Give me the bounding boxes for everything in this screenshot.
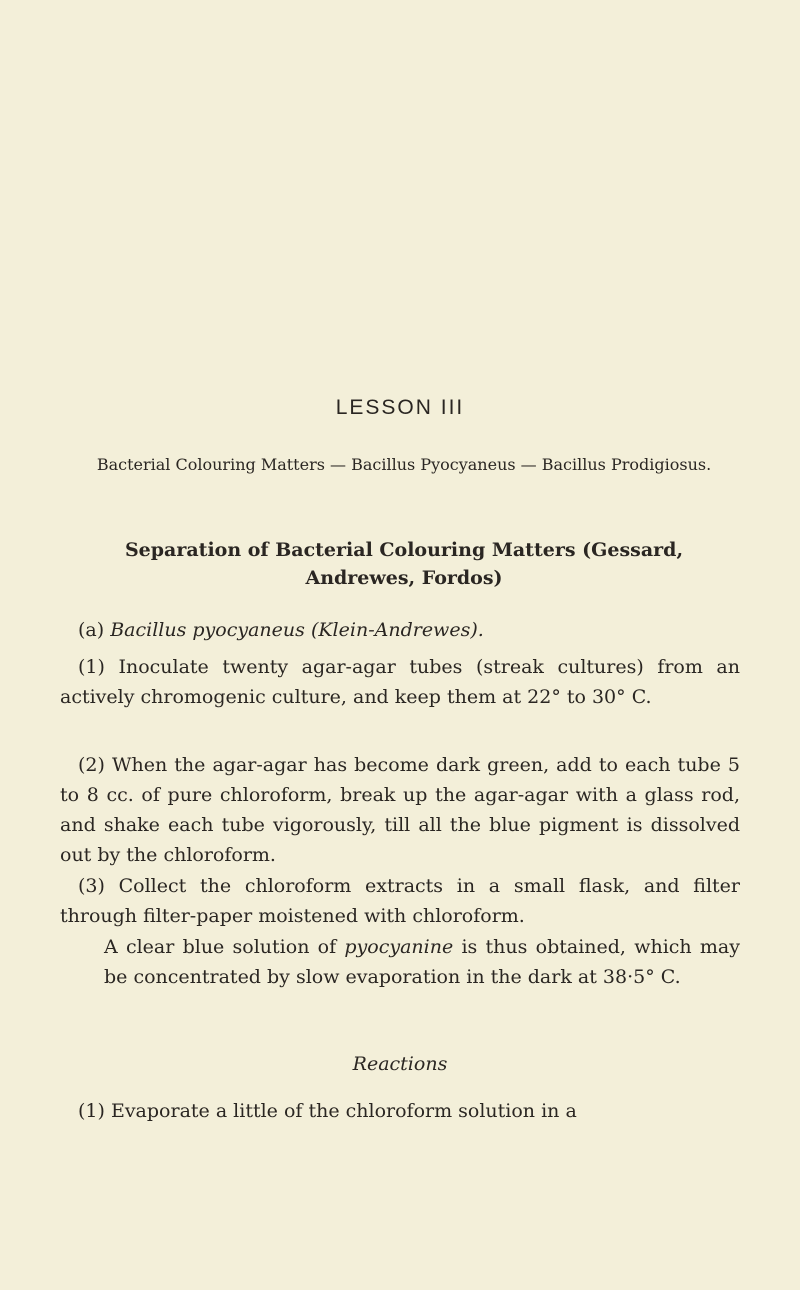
species-name: Bacillus pyocyaneus	[110, 619, 305, 641]
section-heading: Separation of Bacterial Colouring Matters (Gessard, Andrewes, Fordos)	[124, 539, 684, 589]
authors: (Klein-Andrewes).	[310, 619, 484, 641]
subsection-marker: (a)	[78, 619, 105, 641]
subsection-heading	[60, 615, 740, 645]
step-1: (1) Inoculate twenty agar-agar tubes (streak cultures) from an actively chromogenic culture, and keep them at 22° to 30° C.	[60, 656, 740, 708]
reactions-heading: Reactions	[352, 1053, 448, 1075]
lesson-title: LESSON III	[335, 396, 465, 419]
lesson-subtitle: Bacterial Colouring Matters — Bacillus Pyocyaneus — Bacillus Prodigiosus.	[96, 455, 712, 474]
note-text-after: is thus obtained, which may be concentrated by slow evaporation in the dark at 38·5° C.	[104, 936, 740, 988]
reaction-step-1: (1) Evaporate a little of the chloroform solution in a	[78, 1100, 577, 1122]
note-emphasis: pyocyanine	[344, 936, 454, 958]
note-text-before: A clear blue solution of	[104, 936, 345, 958]
step-3: (3) Collect the chloroform extracts in a small flask, and filter through filter-paper moistened with chloroform.	[60, 875, 740, 927]
result-note	[104, 932, 740, 992]
step-2: (2) When the agar-agar has become dark green, add to each tube 5 to 8 cc. of pure chloroform, break up the agar-agar with a glass rod, and shake each tube vigorously, till all the blue pigment is dissolved out by the chloroform.	[60, 754, 740, 866]
